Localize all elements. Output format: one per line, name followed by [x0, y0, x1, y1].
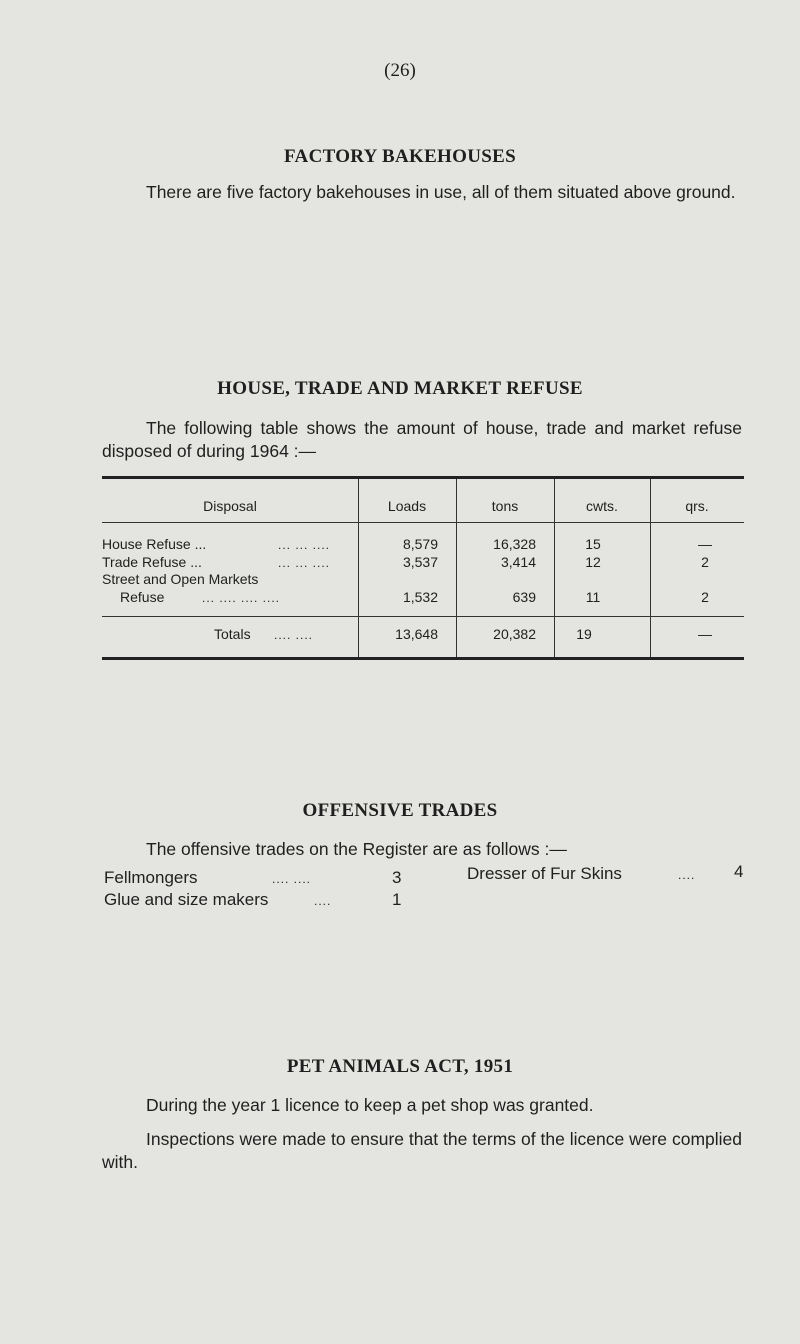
- cell-loads: 8,579: [402, 536, 438, 552]
- offensive-trades-text: The offensive trades on the Register are as follows :—: [146, 839, 567, 859]
- cell-cwts: 12: [585, 554, 601, 570]
- factory-bakehouses-heading: FACTORY BAKEHOUSES: [284, 146, 516, 167]
- refuse-table: Disposal Loads tons cwts. qrs. House Refuse ... ... ... .... 8,579 16,328 15 — Trade Refuse ... ... ... .... 3,537 3,414 12 2 Street and Open Markets Refuse ... .... .... .... 1,532 639 11 2 Totals .... .... 13,648 20,382 19 —: [102, 476, 744, 662]
- total-qrs: —: [698, 626, 712, 642]
- cell-tons: 639: [512, 589, 536, 605]
- cell-tons: 3,414: [500, 554, 536, 570]
- total-loads: 13,648: [395, 626, 438, 642]
- cell-qrs: —: [698, 536, 712, 552]
- totals-label: Totals: [214, 626, 251, 642]
- trade-item: Glue and size makers: [104, 890, 269, 909]
- pet-animals-text-2: Inspections were made to ensure that the terms of the licence were complied with.: [102, 1129, 742, 1172]
- col-header-disposal: Disposal: [203, 498, 257, 514]
- trade-count: 1: [392, 890, 402, 909]
- col-header-qrs: qrs.: [685, 498, 709, 514]
- cell-tons: 16,328: [493, 536, 536, 552]
- cell-loads: 1,532: [402, 589, 438, 605]
- refuse-heading: HOUSE, TRADE AND MARKET REFUSE: [217, 378, 583, 399]
- page-number: (26): [384, 60, 416, 81]
- cell-cwts: 11: [585, 589, 601, 605]
- row-label: House Refuse ...: [102, 536, 207, 552]
- row-label: Street and Open Markets: [102, 571, 259, 587]
- header-rule: [102, 522, 744, 523]
- offensive-trades-heading: OFFENSIVE TRADES: [302, 800, 498, 821]
- table-bottom-rule: [102, 657, 744, 660]
- trade-count: 4: [734, 862, 744, 881]
- cell-qrs: 2: [701, 554, 709, 570]
- pet-animals-text-1: During the year 1 licence to keep a pet shop was granted.: [146, 1095, 594, 1115]
- refuse-text: The following table shows the amount of house, trade and market refuse disposed of during 1964 :—: [102, 418, 742, 461]
- cell-loads: 3,537: [402, 554, 438, 570]
- trade-count: 3: [392, 868, 402, 887]
- pet-animals-heading: PET ANIMALS ACT, 1951: [286, 1056, 514, 1077]
- totals-rule: [102, 616, 744, 617]
- row-label: Trade Refuse ...: [102, 554, 202, 570]
- cell-qrs: 2: [701, 589, 709, 605]
- table-top-rule: [102, 476, 744, 479]
- cell-cwts: 15: [585, 536, 601, 552]
- row-label-continued: Refuse: [120, 589, 165, 605]
- col-header-cwts: cwts.: [586, 498, 618, 514]
- trade-item: Fellmongers: [104, 868, 198, 887]
- trade-item: Dresser of Fur Skins: [467, 864, 622, 883]
- total-tons: 20,382: [493, 626, 536, 642]
- col-header-tons: tons: [491, 498, 519, 514]
- col-header-loads: Loads: [387, 498, 427, 514]
- total-cwts: 19: [576, 626, 592, 642]
- factory-bakehouses-text: There are five factory bakehouses in use, all of them situated above ground.: [146, 182, 736, 202]
